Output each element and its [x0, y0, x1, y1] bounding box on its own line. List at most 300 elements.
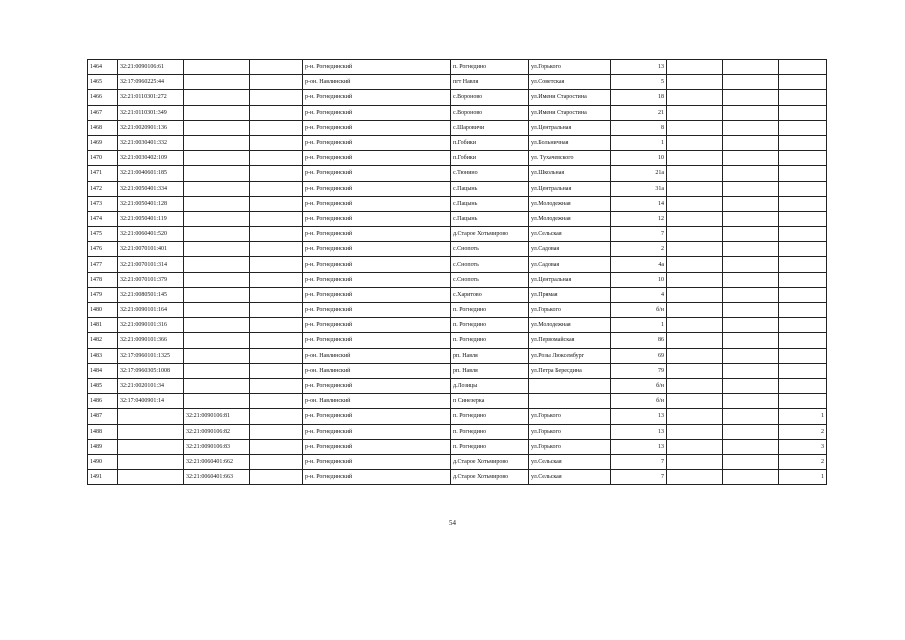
- extra-column-2-cell: [723, 211, 779, 226]
- apartment-number-cell: [779, 151, 827, 166]
- extra-column-2-cell: [723, 181, 779, 196]
- extra-column-1-cell: [667, 166, 723, 181]
- street-cell: ул.Сельская: [529, 470, 611, 485]
- street-cell: ул.Розы Люксембург: [529, 348, 611, 363]
- street-cell: ул.Больничная: [529, 135, 611, 150]
- district-cell: р-н. Рогнединский: [303, 287, 451, 302]
- house-number-cell: 13: [611, 424, 667, 439]
- extra-column-1-cell: [667, 363, 723, 378]
- extra-column-1-cell: [667, 181, 723, 196]
- room-cadastral-number-cell: [184, 348, 250, 363]
- district-cell: р-н. Рогнединский: [303, 211, 451, 226]
- house-number-cell: б/н: [611, 303, 667, 318]
- room-cadastral-number-cell: [184, 272, 250, 287]
- table-row: [88, 60, 827, 75]
- page-number: 54: [449, 519, 456, 527]
- blank-column-cell: [250, 318, 303, 333]
- cadastral-number-cell: 32:21:0090106:61: [118, 60, 184, 75]
- room-cadastral-number-cell: [184, 60, 250, 75]
- settlement-cell: с.Пацынь: [451, 196, 529, 211]
- house-number-cell: 21а: [611, 166, 667, 181]
- table-row: [88, 333, 827, 348]
- apartment-number-cell: [779, 363, 827, 378]
- house-number-cell: 1: [611, 318, 667, 333]
- room-cadastral-number-cell: 32:21:0060401:662: [184, 454, 250, 469]
- row-number-cell: 1489: [88, 439, 118, 454]
- extra-column-2-cell: [723, 120, 779, 135]
- table-row: [88, 424, 827, 439]
- cadastral-number-cell: 32:21:0070101:401: [118, 242, 184, 257]
- street-cell: ул.Центральная: [529, 181, 611, 196]
- district-cell: р-он. Навлинский: [303, 363, 451, 378]
- house-number-cell: 21: [611, 105, 667, 120]
- cadastral-number-cell: 32:21:0110301:349: [118, 105, 184, 120]
- settlement-cell: п. Рогнедино: [451, 409, 529, 424]
- house-number-cell: 13: [611, 439, 667, 454]
- cadastral-number-cell: [118, 439, 184, 454]
- cadastral-number-cell: 32:21:0050401:334: [118, 181, 184, 196]
- extra-column-2-cell: [723, 90, 779, 105]
- settlement-cell: с.Снопоть: [451, 257, 529, 272]
- extra-column-2-cell: [723, 318, 779, 333]
- apartment-number-cell: [779, 348, 827, 363]
- street-cell: ул.Горького: [529, 424, 611, 439]
- district-cell: р-н. Рогнединский: [303, 105, 451, 120]
- table-row: [88, 454, 827, 469]
- house-number-cell: б/н: [611, 394, 667, 409]
- extra-column-1-cell: [667, 409, 723, 424]
- extra-column-1-cell: [667, 60, 723, 75]
- district-cell: р-н. Рогнединский: [303, 242, 451, 257]
- room-cadastral-number-cell: [184, 303, 250, 318]
- extra-column-2-cell: [723, 378, 779, 393]
- row-number-cell: 1469: [88, 135, 118, 150]
- cadastral-number-cell: 32:17:0960101:1325: [118, 348, 184, 363]
- settlement-cell: п. Рогнедино: [451, 439, 529, 454]
- row-number-cell: 1491: [88, 470, 118, 485]
- blank-column-cell: [250, 151, 303, 166]
- street-cell: ул.Горького: [529, 409, 611, 424]
- district-cell: р-он. Навлинский: [303, 348, 451, 363]
- row-number-cell: 1478: [88, 272, 118, 287]
- apartment-number-cell: [779, 242, 827, 257]
- row-number-cell: 1468: [88, 120, 118, 135]
- house-number-cell: 4: [611, 287, 667, 302]
- cadastral-number-cell: 32:21:0050401:119: [118, 211, 184, 226]
- extra-column-1-cell: [667, 105, 723, 120]
- street-cell: ул.Имени Старостина: [529, 105, 611, 120]
- extra-column-1-cell: [667, 454, 723, 469]
- extra-column-2-cell: [723, 409, 779, 424]
- room-cadastral-number-cell: [184, 363, 250, 378]
- extra-column-2-cell: [723, 363, 779, 378]
- blank-column-cell: [250, 424, 303, 439]
- extra-column-1-cell: [667, 257, 723, 272]
- extra-column-1-cell: [667, 318, 723, 333]
- extra-column-1-cell: [667, 424, 723, 439]
- room-cadastral-number-cell: [184, 196, 250, 211]
- table-row: [88, 470, 827, 485]
- district-cell: р-н. Рогнединский: [303, 227, 451, 242]
- apartment-number-cell: [779, 378, 827, 393]
- extra-column-1-cell: [667, 348, 723, 363]
- table-row: [88, 272, 827, 287]
- row-number-cell: 1470: [88, 151, 118, 166]
- settlement-cell: с.Пацынь: [451, 181, 529, 196]
- row-number-cell: 1486: [88, 394, 118, 409]
- row-number-cell: 1475: [88, 227, 118, 242]
- apartment-number-cell: 2: [779, 424, 827, 439]
- property-registry-table: [87, 59, 827, 485]
- room-cadastral-number-cell: [184, 227, 250, 242]
- district-cell: р-н. Рогнединский: [303, 90, 451, 105]
- cadastral-number-cell: 32:21:0030401:332: [118, 135, 184, 150]
- apartment-number-cell: [779, 196, 827, 211]
- blank-column-cell: [250, 166, 303, 181]
- room-cadastral-number-cell: [184, 211, 250, 226]
- district-cell: р-н. Рогнединский: [303, 60, 451, 75]
- apartment-number-cell: [779, 135, 827, 150]
- district-cell: р-н. Рогнединский: [303, 470, 451, 485]
- blank-column-cell: [250, 257, 303, 272]
- street-cell: ул. Тухачевского: [529, 151, 611, 166]
- extra-column-1-cell: [667, 75, 723, 90]
- district-cell: р-н. Рогнединский: [303, 166, 451, 181]
- blank-column-cell: [250, 227, 303, 242]
- street-cell: ул.Садовая: [529, 257, 611, 272]
- extra-column-1-cell: [667, 378, 723, 393]
- apartment-number-cell: [779, 303, 827, 318]
- extra-column-2-cell: [723, 242, 779, 257]
- street-cell: ул.Центральная: [529, 120, 611, 135]
- row-number-cell: 1484: [88, 363, 118, 378]
- district-cell: р-н. Рогнединский: [303, 409, 451, 424]
- extra-column-1-cell: [667, 151, 723, 166]
- room-cadastral-number-cell: [184, 120, 250, 135]
- settlement-cell: с.Харитово: [451, 287, 529, 302]
- row-number-cell: 1472: [88, 181, 118, 196]
- settlement-cell: д.Старое Хотьмирово: [451, 227, 529, 242]
- cadastral-number-cell: [118, 454, 184, 469]
- room-cadastral-number-cell: 32:21:0060401:663: [184, 470, 250, 485]
- house-number-cell: 7: [611, 454, 667, 469]
- settlement-cell: п.Гобики: [451, 151, 529, 166]
- settlement-cell: с.Снопоть: [451, 272, 529, 287]
- row-number-cell: 1481: [88, 318, 118, 333]
- cadastral-number-cell: 32:21:0070101:379: [118, 272, 184, 287]
- street-cell: ул.Первомайская: [529, 333, 611, 348]
- district-cell: р-н. Рогнединский: [303, 454, 451, 469]
- cadastral-number-cell: 32:21:0090101:164: [118, 303, 184, 318]
- cadastral-number-cell: 32:21:0090101:316: [118, 318, 184, 333]
- extra-column-2-cell: [723, 394, 779, 409]
- house-number-cell: 4а: [611, 257, 667, 272]
- table-row: [88, 348, 827, 363]
- district-cell: р-н. Рогнединский: [303, 120, 451, 135]
- extra-column-1-cell: [667, 196, 723, 211]
- street-cell: ул.Сельская: [529, 227, 611, 242]
- street-cell: ул.Горького: [529, 303, 611, 318]
- extra-column-2-cell: [723, 470, 779, 485]
- settlement-cell: д.Старое Хотьмирово: [451, 470, 529, 485]
- apartment-number-cell: [779, 60, 827, 75]
- extra-column-1-cell: [667, 227, 723, 242]
- house-number-cell: 13: [611, 60, 667, 75]
- blank-column-cell: [250, 454, 303, 469]
- street-cell: ул.Советская: [529, 75, 611, 90]
- house-number-cell: б/н: [611, 378, 667, 393]
- settlement-cell: с.Тюнино: [451, 166, 529, 181]
- extra-column-1-cell: [667, 90, 723, 105]
- blank-column-cell: [250, 105, 303, 120]
- house-number-cell: 7: [611, 227, 667, 242]
- table-row: [88, 211, 827, 226]
- street-cell: ул.Сельская: [529, 454, 611, 469]
- street-cell: ул.Молодежная: [529, 211, 611, 226]
- blank-column-cell: [250, 60, 303, 75]
- row-number-cell: 1479: [88, 287, 118, 302]
- room-cadastral-number-cell: 32:21:0090106:81: [184, 409, 250, 424]
- settlement-cell: п. Рогнедино: [451, 303, 529, 318]
- settlement-cell: рп. Навля: [451, 363, 529, 378]
- district-cell: р-н. Рогнединский: [303, 439, 451, 454]
- table-row: [88, 151, 827, 166]
- house-number-cell: 5: [611, 75, 667, 90]
- blank-column-cell: [250, 90, 303, 105]
- row-number-cell: 1464: [88, 60, 118, 75]
- cadastral-number-cell: 32:17:0960305:1008: [118, 363, 184, 378]
- cadastral-number-cell: 32:21:0030402:109: [118, 151, 184, 166]
- house-number-cell: 12: [611, 211, 667, 226]
- row-number-cell: 1485: [88, 378, 118, 393]
- extra-column-1-cell: [667, 272, 723, 287]
- row-number-cell: 1480: [88, 303, 118, 318]
- blank-column-cell: [250, 120, 303, 135]
- cadastral-number-cell: 32:21:0060401:520: [118, 227, 184, 242]
- apartment-number-cell: [779, 105, 827, 120]
- apartment-number-cell: [779, 394, 827, 409]
- extra-column-2-cell: [723, 196, 779, 211]
- cadastral-number-cell: 32:21:0080501:145: [118, 287, 184, 302]
- room-cadastral-number-cell: [184, 105, 250, 120]
- house-number-cell: 2: [611, 242, 667, 257]
- district-cell: р-н. Рогнединский: [303, 257, 451, 272]
- extra-column-1-cell: [667, 333, 723, 348]
- street-cell: ул.Школьная: [529, 166, 611, 181]
- settlement-cell: с.Вороново: [451, 105, 529, 120]
- row-number-cell: 1465: [88, 75, 118, 90]
- blank-column-cell: [250, 75, 303, 90]
- extra-column-1-cell: [667, 287, 723, 302]
- table-row: [88, 439, 827, 454]
- room-cadastral-number-cell: [184, 333, 250, 348]
- row-number-cell: 1477: [88, 257, 118, 272]
- room-cadastral-number-cell: 32:21:0090106:83: [184, 439, 250, 454]
- extra-column-2-cell: [723, 257, 779, 272]
- district-cell: р-н. Рогнединский: [303, 196, 451, 211]
- blank-column-cell: [250, 196, 303, 211]
- blank-column-cell: [250, 211, 303, 226]
- room-cadastral-number-cell: [184, 90, 250, 105]
- apartment-number-cell: [779, 287, 827, 302]
- table-row: [88, 181, 827, 196]
- row-number-cell: 1471: [88, 166, 118, 181]
- extra-column-2-cell: [723, 348, 779, 363]
- room-cadastral-number-cell: [184, 378, 250, 393]
- extra-column-2-cell: [723, 75, 779, 90]
- blank-column-cell: [250, 303, 303, 318]
- settlement-cell: с.Пацынь: [451, 211, 529, 226]
- apartment-number-cell: 2: [779, 454, 827, 469]
- district-cell: р-н. Рогнединский: [303, 424, 451, 439]
- street-cell: ул.Имени Старостина: [529, 90, 611, 105]
- house-number-cell: 1: [611, 135, 667, 150]
- blank-column-cell: [250, 378, 303, 393]
- row-number-cell: 1487: [88, 409, 118, 424]
- house-number-cell: 13: [611, 409, 667, 424]
- cadastral-number-cell: 32:21:0110301:272: [118, 90, 184, 105]
- table-row: [88, 166, 827, 181]
- row-number-cell: 1466: [88, 90, 118, 105]
- table-row: [88, 363, 827, 378]
- table-row: [88, 196, 827, 211]
- house-number-cell: 69: [611, 348, 667, 363]
- extra-column-2-cell: [723, 424, 779, 439]
- apartment-number-cell: [779, 257, 827, 272]
- street-cell: ул.Петра Бересдина: [529, 363, 611, 378]
- house-number-cell: 86: [611, 333, 667, 348]
- cadastral-number-cell: 32:21:0090101:366: [118, 333, 184, 348]
- apartment-number-cell: [779, 318, 827, 333]
- cadastral-number-cell: 32:17:0400901:14: [118, 394, 184, 409]
- settlement-cell: п. Рогнедино: [451, 318, 529, 333]
- blank-column-cell: [250, 181, 303, 196]
- table-row: [88, 105, 827, 120]
- district-cell: р-н. Рогнединский: [303, 135, 451, 150]
- district-cell: р-н. Рогнединский: [303, 303, 451, 318]
- extra-column-2-cell: [723, 303, 779, 318]
- house-number-cell: 79: [611, 363, 667, 378]
- room-cadastral-number-cell: [184, 287, 250, 302]
- apartment-number-cell: [779, 272, 827, 287]
- blank-column-cell: [250, 409, 303, 424]
- extra-column-1-cell: [667, 470, 723, 485]
- apartment-number-cell: [779, 166, 827, 181]
- table-row: [88, 257, 827, 272]
- apartment-number-cell: [779, 181, 827, 196]
- blank-column-cell: [250, 135, 303, 150]
- extra-column-1-cell: [667, 303, 723, 318]
- table-row: [88, 287, 827, 302]
- district-cell: р-н. Рогнединский: [303, 378, 451, 393]
- row-number-cell: 1467: [88, 105, 118, 120]
- room-cadastral-number-cell: [184, 135, 250, 150]
- settlement-cell: д.Лозицы: [451, 378, 529, 393]
- district-cell: р-он. Навлинский: [303, 394, 451, 409]
- table-row: [88, 318, 827, 333]
- row-number-cell: 1473: [88, 196, 118, 211]
- street-cell: [529, 394, 611, 409]
- table-row: [88, 227, 827, 242]
- street-cell: [529, 378, 611, 393]
- table-row: [88, 378, 827, 393]
- district-cell: р-н. Рогнединский: [303, 151, 451, 166]
- district-cell: р-н. Рогнединский: [303, 181, 451, 196]
- extra-column-1-cell: [667, 242, 723, 257]
- room-cadastral-number-cell: [184, 151, 250, 166]
- apartment-number-cell: [779, 120, 827, 135]
- table-row: [88, 409, 827, 424]
- room-cadastral-number-cell: [184, 75, 250, 90]
- table-row: [88, 120, 827, 135]
- apartment-number-cell: 1: [779, 470, 827, 485]
- extra-column-2-cell: [723, 151, 779, 166]
- cadastral-number-cell: [118, 470, 184, 485]
- street-cell: ул.Молодежная: [529, 318, 611, 333]
- settlement-cell: с.Снопоть: [451, 242, 529, 257]
- row-number-cell: 1482: [88, 333, 118, 348]
- apartment-number-cell: [779, 333, 827, 348]
- street-cell: ул.Центральная: [529, 272, 611, 287]
- blank-column-cell: [250, 348, 303, 363]
- blank-column-cell: [250, 242, 303, 257]
- settlement-cell: с.Шаровичи: [451, 120, 529, 135]
- settlement-cell: д.Старое Хотьмирово: [451, 454, 529, 469]
- house-number-cell: 18: [611, 90, 667, 105]
- street-cell: ул.Горького: [529, 60, 611, 75]
- extra-column-2-cell: [723, 166, 779, 181]
- settlement-cell: п.Гобики: [451, 135, 529, 150]
- table-row: [88, 75, 827, 90]
- cadastral-number-cell: 32:21:0050401:128: [118, 196, 184, 211]
- blank-column-cell: [250, 394, 303, 409]
- apartment-number-cell: 1: [779, 409, 827, 424]
- row-number-cell: 1474: [88, 211, 118, 226]
- table-row: [88, 394, 827, 409]
- row-number-cell: 1490: [88, 454, 118, 469]
- room-cadastral-number-cell: [184, 242, 250, 257]
- settlement-cell: п Синезерка: [451, 394, 529, 409]
- apartment-number-cell: [779, 211, 827, 226]
- street-cell: ул.Молодежная: [529, 196, 611, 211]
- blank-column-cell: [250, 272, 303, 287]
- settlement-cell: с.Вороново: [451, 90, 529, 105]
- blank-column-cell: [250, 287, 303, 302]
- district-cell: р-он. Навлинский: [303, 75, 451, 90]
- cadastral-number-cell: 32:21:0040601:185: [118, 166, 184, 181]
- settlement-cell: п. Рогнедино: [451, 424, 529, 439]
- extra-column-2-cell: [723, 105, 779, 120]
- house-number-cell: 8: [611, 120, 667, 135]
- extra-column-2-cell: [723, 227, 779, 242]
- district-cell: р-н. Рогнединский: [303, 333, 451, 348]
- cadastral-number-cell: 32:21:0020901:136: [118, 120, 184, 135]
- registry-body: [88, 60, 827, 485]
- room-cadastral-number-cell: [184, 257, 250, 272]
- street-cell: ул.Горького: [529, 439, 611, 454]
- room-cadastral-number-cell: [184, 181, 250, 196]
- cadastral-number-cell: [118, 424, 184, 439]
- district-cell: р-н. Рогнединский: [303, 272, 451, 287]
- extra-column-1-cell: [667, 211, 723, 226]
- apartment-number-cell: [779, 227, 827, 242]
- table-row: [88, 242, 827, 257]
- house-number-cell: 7: [611, 470, 667, 485]
- table-row: [88, 135, 827, 150]
- extra-column-2-cell: [723, 272, 779, 287]
- district-cell: р-н. Рогнединский: [303, 318, 451, 333]
- cadastral-number-cell: 32:17:0960225:44: [118, 75, 184, 90]
